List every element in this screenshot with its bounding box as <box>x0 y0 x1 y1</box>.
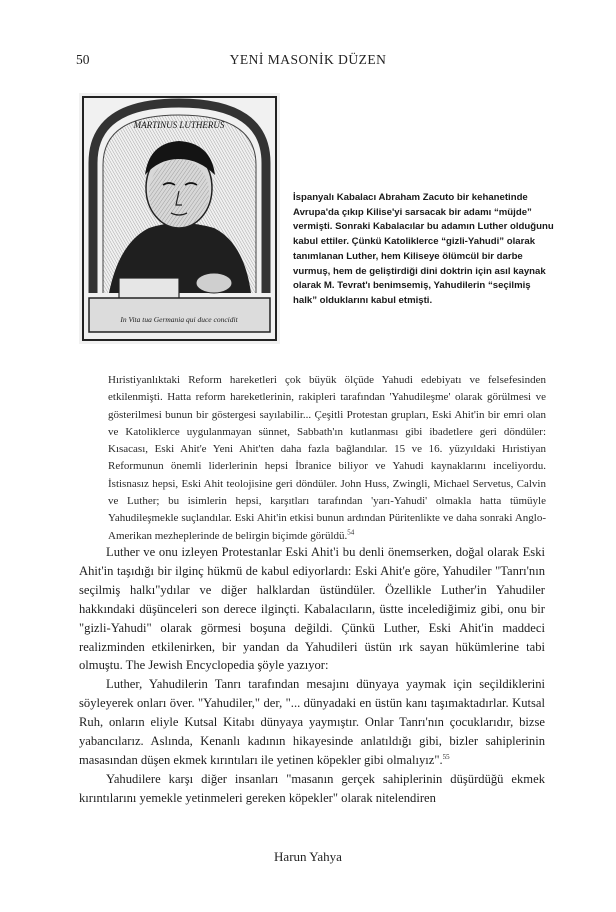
paragraph-3: Yahudilere karşı diğer insanları "masanın gerçek sahiplerinin düşürdüğü ekmek kırıntılarını yemekle yetinmeleri gereken köpekler" olarak nitelendiren <box>79 771 545 805</box>
book-title: YENİ MASONİK DÜZEN <box>229 52 387 67</box>
running-footer-author: Harun Yahya <box>274 849 342 864</box>
body-text <box>79 543 545 808</box>
luther-portrait-engraving <box>79 93 280 344</box>
engraving-inscription-top: MARTINUS LUTHERUS <box>133 120 225 130</box>
block-quote <box>108 372 546 545</box>
footnote-ref-55: 55 <box>442 752 450 761</box>
paragraph-2-quote <box>79 675 545 770</box>
paragraph-1: Luther ve onu izleyen Protestanlar Eski Ahit'i bu denli önemserken, doğal olarak Eski Ahit'in taşıdığı bir ilginç hükmü de kabul ediyorlardı: Eski Ahit'e göre, Yahudiler "Tanrı'nın seçilmiş halkı"ydılar ve diğer halklardan üstündüler. Özellikle Luther'in Yahudiler hakkındaki düşünceleri son derece ilginçti. Kabalacıların, üstte incelediğimiz gibi, onu bir "gizli-Yahudi" olarak görmesi boşuna değildi. Çünkü Luther, Eski Ahit'in maddeci realizminden etkilenirken, bir yandan da Yahudileri üstün ırk sayan hükümlerine tabi olmuştu. The Jewish Encyclopedia şöyle yazıyor: <box>79 545 545 673</box>
page-number: 50 <box>76 52 90 67</box>
block-quote-text: Hıristiyanlıktaki Reform hareketleri çok büyük ölçüde Yahudi edebiyatı ve felsefesinden etkilenmişti. Hatta reform hareketlerinin, rakipleri tarafından 'Yahudileşme' olarak görülmesi ve gösterilmesi bunun bir göstergesi sayılabilir... Çeşitli Protestan grupları, Eski Ahit'in bir emri olan ve Katoliklerce uygulanmayan sünnet, Sabbath'ın kutlanması gibi ibadetlere geri döndüler: Kısacası, Eski Ahit'e Yeni Ahit'ten daha fazla bağlandılar. 15 ve 16. yüzyıldaki Hıristiyan Reformunun önemli liderlerinin hepsi İbranice biliyor ve Yahudi kaynaklarını inceliyordu. İstisnasız hepsi, Eski Ahit teolojisine geri döndüler. John Huss, Zwingli, Michael Servetus, Calvin ve Luther; bu isimlerin hepsi, karşıtları tarafından 'yarı-Yahudi' olmakla hatta tümüyle Yahudileşmekle suçlandılar. Eski Ahit'in etkisi bunun ardından Püritenlikte ve daha sonraki Anglo-Amerikan mezheplerinde de belirgin biçimde görüldü. <box>108 374 546 542</box>
engraving-inscription-bottom: In Vita tua Germania qui duce concidit <box>120 315 238 324</box>
paragraph-2-text: Luther, Yahudilerin Tanrı tarafından mesajını dünyaya yaymak için seçildiklerini söyleyerek onları över. "Yahudiler," der, "... dünyadaki en üstün kanı taşımaktadırlar. Kutsal Ruh, onların eliyle Kutsal Kitabı dünyaya yaymıştır. Onlar Tanrı'nın çocuklarıdır, bizse yabancılarız. Aslında, Kenanlı kadının hikayesinde anlatıldığı gibi, bizler sahiplerinin masasından düşen ekmek kırıntıları ile yetinen köpekler gibi olmalıyız". <box>79 677 545 767</box>
footnote-ref-54: 54 <box>347 528 355 537</box>
figure-caption: İspanyalı Kabalacı Abraham Zacuto bir kehanetinde Avrupa'da çıkıp Kilise'yi sarsacak bir adamı “müjde” vermişti. Sonraki Kabalacılar bu adamın Luther olduğunu kabul ettiler. Çünkü Katoliklerce “gizli-Yahudi” olarak tanımlanan Luther, hem Kiliseye ölümcül bir darbe vurmuş, hem de geliştirdiği dini doktrin için asıl kaynak olarak M. Tevrat'ı benimsemiş, Yahudilerin “seçilmiş halk” olduklarını kabul etmişti. <box>293 192 554 306</box>
running-header <box>76 52 540 70</box>
